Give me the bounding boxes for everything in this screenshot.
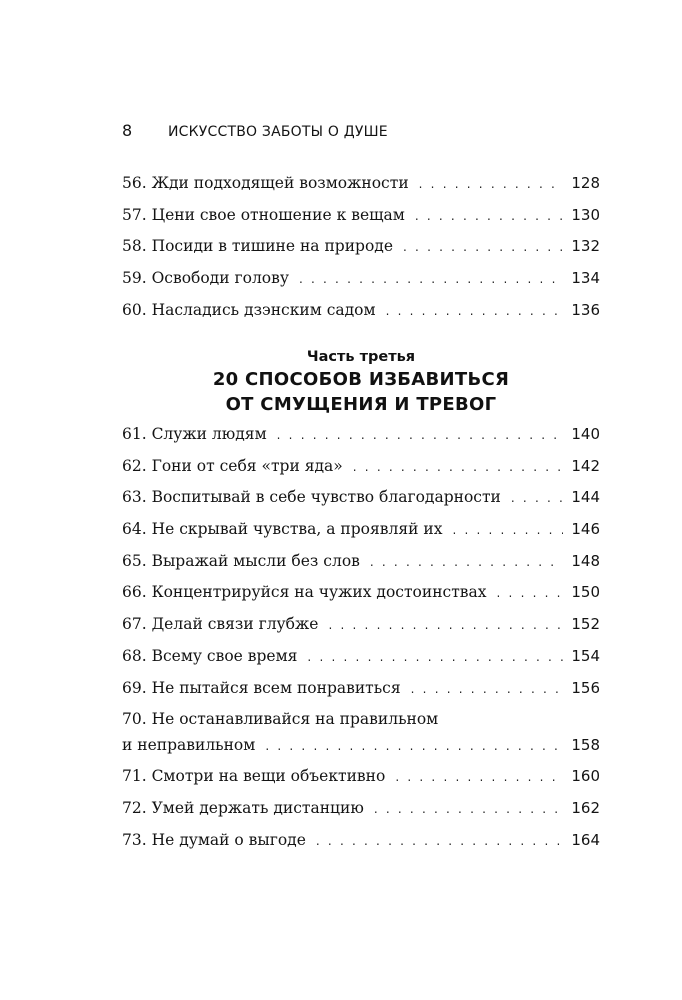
toc-entry-title: 59. Освободи голову	[122, 269, 289, 288]
toc-entry-page: 154	[571, 646, 600, 665]
toc-entry	[122, 205, 600, 237]
toc-entry-title: 71. Смотри на вещи объективно	[122, 767, 386, 786]
part-label: Часть третья	[306, 349, 416, 365]
dot-leader	[403, 237, 563, 257]
toc-list-top	[122, 173, 600, 331]
toc-entry	[122, 582, 600, 614]
dot-leader	[511, 488, 563, 508]
toc-entry-title: 62. Гони от себя «три яда»	[122, 456, 343, 475]
toc-entry-line-2	[122, 735, 600, 756]
toc-entry-title: 68. Всему свое время	[122, 646, 298, 665]
toc-entry	[122, 173, 600, 205]
toc-entry-title: 66. Концентрируйся на чужих достоинствах	[122, 583, 487, 602]
part-heading	[122, 347, 600, 417]
dot-leader	[307, 647, 563, 667]
dot-leader	[452, 520, 563, 540]
toc-entry	[122, 487, 600, 519]
toc-entry	[122, 268, 600, 300]
dot-leader	[374, 799, 564, 819]
toc-entry	[122, 709, 600, 766]
dot-leader	[370, 552, 563, 572]
toc-entry-page: 136	[571, 300, 600, 319]
toc-entry-title-line-2: и неправильном	[122, 736, 256, 755]
toc-entry	[122, 830, 600, 862]
toc-entry-title: 57. Цени свое отношение к вещам	[122, 205, 405, 224]
toc-entry-page: 150	[571, 583, 600, 602]
toc-entry-title: 67. Делай связи глубже	[122, 615, 319, 634]
toc-entry-page: 156	[571, 678, 600, 697]
toc-entry-page: 128	[571, 174, 600, 192]
dot-leader	[411, 679, 564, 699]
toc-entry	[122, 646, 600, 678]
dot-leader	[277, 425, 564, 445]
toc-entry-page: 162	[571, 798, 600, 817]
toc-entry	[122, 614, 600, 646]
toc-entry-page: 164	[571, 830, 600, 849]
dot-leader	[316, 831, 563, 851]
toc-entry-page: 140	[571, 425, 600, 443]
dot-leader	[353, 457, 564, 477]
dot-leader	[328, 615, 563, 635]
toc-entry-title: 65. Выражай мысли без слов	[122, 551, 360, 570]
toc-entry	[122, 300, 600, 332]
toc-entry-title: 73. Не думай о выгоде	[122, 830, 306, 849]
toc-entry-title: 61. Служи людям	[122, 425, 267, 443]
dot-leader	[497, 583, 564, 603]
toc-entry-title: 56. Жди подходящей возможности	[122, 174, 409, 192]
toc-entry	[122, 236, 600, 268]
toc-entry-page: 132	[571, 237, 600, 256]
toc-entry-page: 144	[571, 488, 600, 507]
toc-entry	[122, 766, 600, 798]
running-head	[122, 121, 602, 141]
page-number: 8	[122, 121, 133, 140]
dot-leader	[419, 174, 564, 194]
toc-entry-title-line-1: 70. Не останавливайся на правильном	[122, 710, 439, 729]
toc-entry-page: 134	[571, 269, 600, 288]
toc-entry-title: 64. Не скрывай чувства, а проявляй их	[122, 520, 443, 539]
part-title-line-1: 20 СПОСОБОВ ИЗБАВИТЬСЯ	[212, 369, 510, 390]
toc-entry-page: 158	[571, 736, 600, 755]
toc-entry-page: 142	[571, 456, 600, 475]
dot-leader	[386, 301, 564, 321]
toc-entry-page: 130	[571, 205, 600, 224]
toc-entry	[122, 798, 600, 830]
toc-entry-title: 69. Не пытайся всем понравиться	[122, 678, 401, 697]
dot-leader	[299, 269, 563, 289]
toc-entry	[122, 424, 600, 456]
toc-entry-page: 152	[571, 615, 600, 634]
toc-entry	[122, 678, 600, 710]
toc-entry	[122, 551, 600, 583]
dot-leader	[265, 736, 563, 756]
part-title-line-2: ОТ СМУЩЕНИЯ И ТРЕВОГ	[225, 394, 497, 415]
toc-entry-page: 160	[571, 767, 600, 786]
toc-entry-page: 146	[571, 520, 600, 539]
book-title: ИСКУССТВО ЗАБОТЫ О ДУШЕ	[168, 124, 388, 140]
toc-entry-title: 60. Насладись дзэнским садом	[122, 300, 376, 319]
dot-leader	[395, 767, 563, 787]
toc-entry-title: 72. Умей держать дистанцию	[122, 798, 364, 817]
toc-entry-title: 58. Посиди в тишине на природе	[122, 237, 394, 256]
toc-entry-page: 148	[571, 551, 600, 570]
toc-entry	[122, 519, 600, 551]
toc-list-bottom	[122, 424, 600, 861]
dot-leader	[415, 206, 564, 226]
toc-entry	[122, 456, 600, 488]
toc-entry-title: 63. Воспитывай в себе чувство благодарности	[122, 488, 501, 507]
